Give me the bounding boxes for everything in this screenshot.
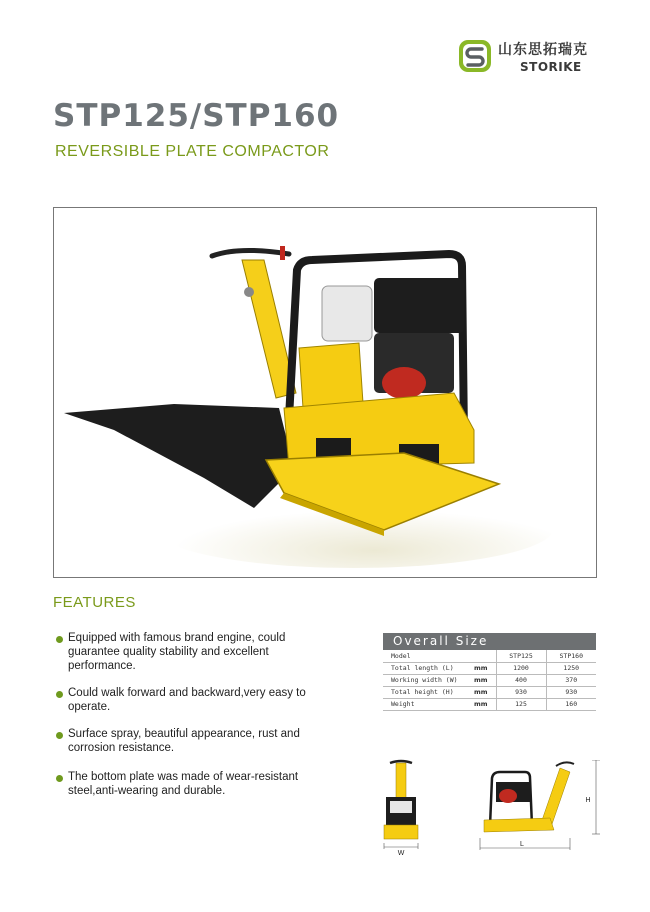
header-cell [466,650,496,662]
table-cell: mm [466,698,496,710]
machine-shadow [64,404,294,508]
brand-name-en: STORIKE [520,60,582,74]
table-cell: 125 [496,698,546,710]
side-view-dimension-diagram [470,760,605,854]
table-cell: Weight [383,698,466,710]
header-cell: Model [383,650,466,662]
overall-size-table [383,633,596,711]
table-cell: 1250 [546,662,596,674]
table-cell: 370 [546,674,596,686]
feature-text: Equipped with famous brand engine, could guarantee quality stability and excellent performance. [68,632,286,672]
table-cell: 160 [546,698,596,710]
table-row [383,662,596,674]
brand-logo [458,38,608,78]
table-row [383,698,596,710]
table-cell: 930 [546,686,596,698]
product-photo [53,207,597,578]
feature-text: Surface spray, beautiful appearance, rust and corrosion resistance. [68,728,300,754]
table-cell: Total length (L) [383,662,466,674]
header-cell: STP125 [496,650,546,662]
table-cell: mm [466,674,496,686]
plate-compactor-illustration [54,208,597,578]
spec-table-title: Overall Size [383,633,596,650]
table-row [383,674,596,686]
table-cell: Working width (W) [383,674,466,686]
front-view-dimension-diagram [376,757,426,857]
table-cell: mm [466,686,496,698]
table-cell: 400 [496,674,546,686]
feature-text: Could walk forward and backward,very easy to operate. [68,687,306,713]
length-label: L [520,841,524,848]
table-cell: 1200 [496,662,546,674]
bullet-icon [56,732,63,739]
page-title: STP125/STP160 [53,98,340,134]
table-cell: 930 [496,686,546,698]
features-heading: FEATURES [53,594,136,611]
bullet-icon [56,691,63,698]
table-cell: Total height (H) [383,686,466,698]
table-header-row [383,650,596,662]
height-label: H [585,797,591,804]
bullet-icon [56,775,63,782]
page-subtitle: REVERSIBLE PLATE COMPACTOR [55,143,330,160]
table-cell: mm [466,662,496,674]
brand-name-cn: 山东思拓瑞克 [498,42,588,58]
table-row [383,686,596,698]
bullet-icon [56,636,63,643]
feature-text: The bottom plate was made of wear-resistant steel,anti-wearing and durable. [68,771,299,797]
storike-logo-icon [458,39,492,73]
header-cell: STP160 [546,650,596,662]
width-label: W [397,850,405,857]
